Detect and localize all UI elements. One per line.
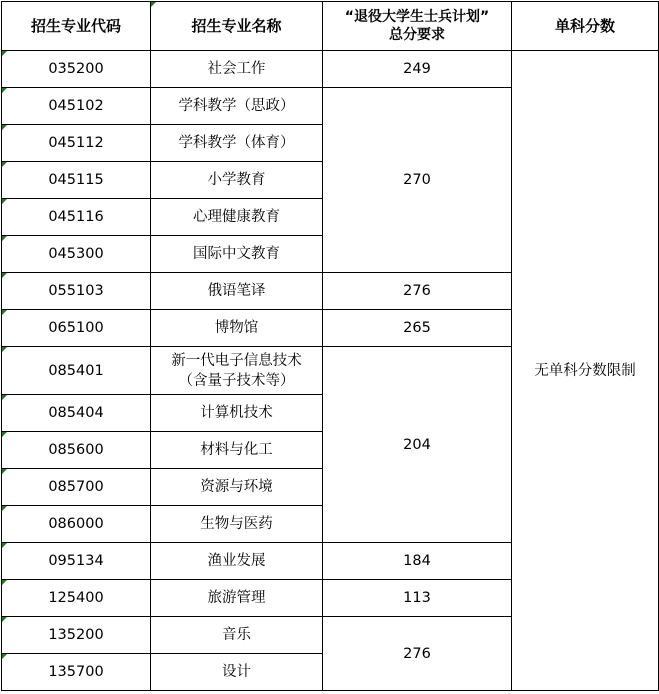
total-score: 113 [323,580,512,617]
major-name: 材料与化工 [151,432,323,469]
major-name: 音乐 [151,617,323,654]
major-name-line2: （含量子技术等） [178,372,295,389]
major-name: 心理健康教育 [151,199,323,236]
total-score: 270 [323,88,512,273]
header-single-score: 单科分数 [512,2,659,51]
major-code: 085401 [2,347,151,395]
major-code: 045115 [2,162,151,199]
major-name: 学科教学（思政） [151,88,323,125]
major-code: 055103 [2,273,151,310]
major-code: 045116 [2,199,151,236]
major-code: 085700 [2,469,151,506]
major-code: 035200 [2,51,151,88]
major-code: 065100 [2,310,151,347]
major-code: 045112 [2,125,151,162]
admission-score-table [1,1,659,691]
major-name: 渔业发展 [151,543,323,580]
major-name: 旅游管理 [151,580,323,617]
major-code: 086000 [2,506,151,543]
major-code: 135700 [2,654,151,691]
total-score: 249 [323,51,512,88]
major-name: 社会工作 [151,51,323,88]
major-name: 计算机技术 [151,395,323,432]
header-name: 招生专业名称 [151,2,323,51]
major-code: 045300 [2,236,151,273]
table-row [2,51,659,88]
total-score: 265 [323,310,512,347]
major-code: 085404 [2,395,151,432]
total-score: 204 [323,347,512,543]
major-code: 085600 [2,432,151,469]
major-name: 俄语笔译 [151,273,323,310]
major-name [151,347,323,395]
total-score: 276 [323,273,512,310]
major-code: 125400 [2,580,151,617]
single-score-note: 无单科分数限制 [512,51,659,691]
major-name: 国际中文教育 [151,236,323,273]
major-name: 资源与环境 [151,469,323,506]
major-name: 博物馆 [151,310,323,347]
total-score: 276 [323,617,512,691]
major-name: 学科教学（体育） [151,125,323,162]
header-total-score-line2: 总分要求 [389,27,445,43]
major-code: 135200 [2,617,151,654]
major-name: 生物与医药 [151,506,323,543]
header-row [2,2,659,51]
total-score: 184 [323,543,512,580]
major-name: 小学教育 [151,162,323,199]
major-code: 095134 [2,543,151,580]
major-name-line1: 新一代电子信息技术 [171,352,302,369]
major-code: 045102 [2,88,151,125]
header-total-score-line1: “退役大学生士兵计划” [344,9,490,25]
header-total-score [323,2,512,51]
header-code: 招生专业代码 [2,2,151,51]
major-name: 设计 [151,654,323,691]
